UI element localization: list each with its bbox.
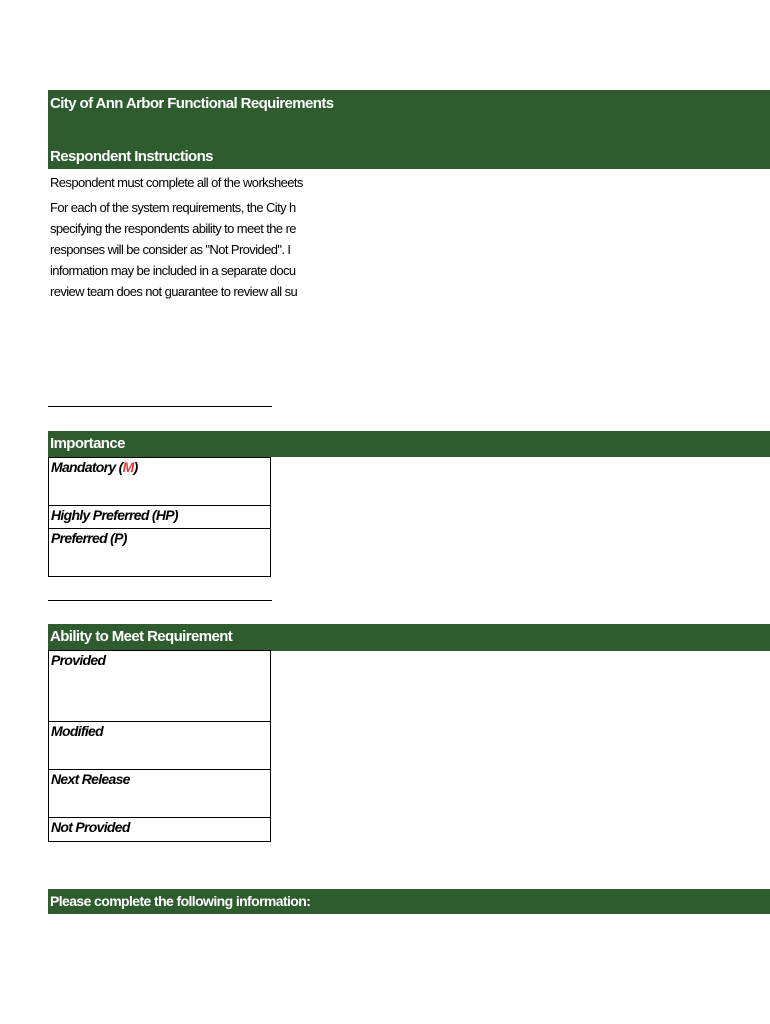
instructions-paragraph-line: specifying the respondents ability to meet the re bbox=[50, 221, 296, 236]
next-release-label: Next Release bbox=[51, 771, 130, 787]
importance-mandatory-cell bbox=[48, 457, 271, 506]
ability-provided-cell bbox=[48, 650, 271, 722]
instructions-line: Respondent must complete all of the worksheets bbox=[50, 175, 303, 190]
importance-highly-preferred-cell bbox=[48, 505, 271, 529]
ability-modified-cell bbox=[48, 721, 271, 770]
instructions-heading: Respondent Instructions bbox=[50, 148, 213, 165]
instructions-paragraph-line: information may be included in a separate docu bbox=[50, 263, 296, 278]
mandatory-code: M bbox=[122, 459, 134, 475]
instructions-paragraph-line: For each of the system requirements, the City h bbox=[50, 200, 296, 215]
section-divider bbox=[48, 600, 272, 601]
not-provided-label: Not Provided bbox=[51, 819, 130, 835]
instructions-paragraph-line: responses will be consider as "Not Provided". I bbox=[50, 242, 291, 257]
importance-preferred-cell bbox=[48, 528, 271, 577]
ability-not-provided-cell bbox=[48, 817, 271, 842]
ability-heading: Ability to Meet Requirement bbox=[50, 628, 233, 645]
preferred-label: Preferred (P) bbox=[51, 530, 127, 546]
modified-label: Modified bbox=[51, 723, 103, 739]
complete-info-heading: Please complete the following information: bbox=[50, 893, 311, 909]
ability-next-release-cell bbox=[48, 769, 271, 818]
highly-preferred-label: Highly Preferred (HP) bbox=[51, 507, 178, 523]
page-title: City of Ann Arbor Functional Requirements bbox=[50, 95, 334, 112]
section-divider bbox=[48, 406, 272, 407]
mandatory-label: Mandatory (M) bbox=[51, 459, 138, 475]
provided-label: Provided bbox=[51, 652, 106, 668]
importance-heading: Importance bbox=[50, 435, 125, 452]
instructions-paragraph-line: review team does not guarantee to review all su bbox=[50, 284, 298, 299]
